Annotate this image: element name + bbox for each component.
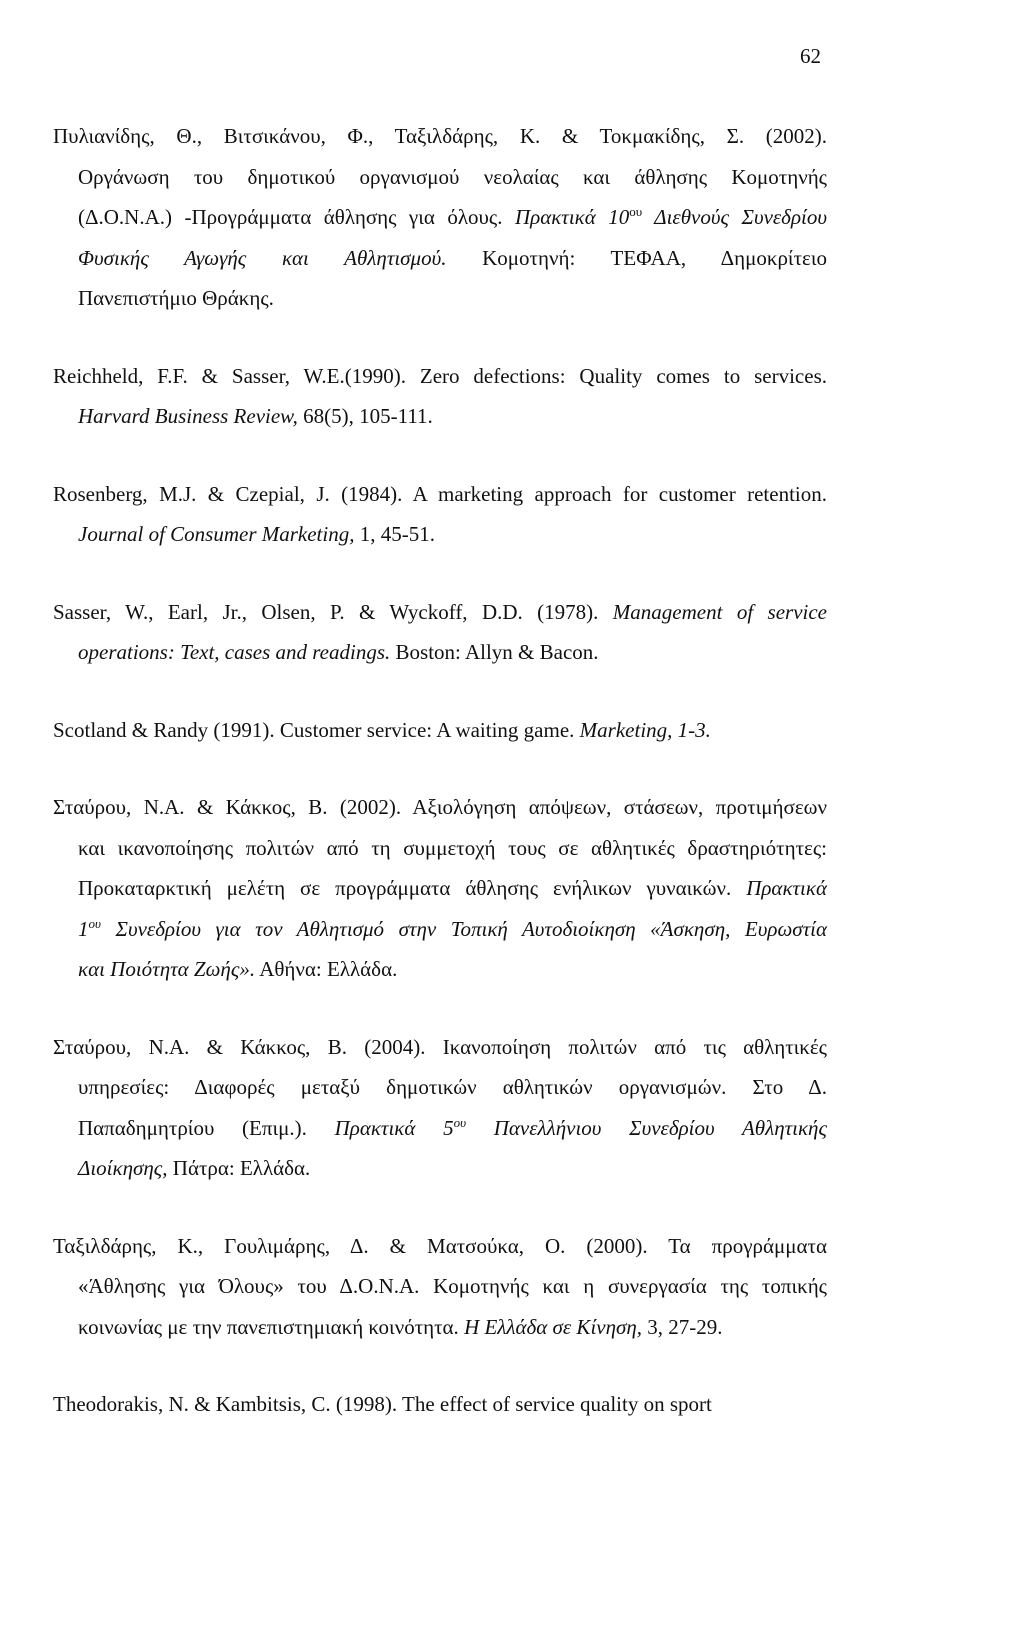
reference-line: και ικανοποίησης πολιτών από τη συμμετοχή τους σε αθλητικές δραστηριότητες: [78,835,827,860]
reference-text: Scotland & Randy (1991). Customer service: A waiting game. [53,717,580,742]
reference-title: Η Ελλάδα σε Κίνηση, [464,1314,643,1339]
reference-line: Σταύρου, Ν.Α. & Κάκκος, Β. (2002). Αξιολόγηση απόψεων, στάσεων, προτιμήσεων [53,795,827,819]
reference-line: Reichheld, F.F. & Sasser, W.E.(1990). Zero defections: Quality comes to services. [53,363,827,388]
reference-line [53,396,827,437]
reference-title: Πρακτικά [746,876,827,900]
reference-entry [53,356,827,437]
reference-line: Οργάνωση του δημοτικού οργανισμού νεολαίας και άθλησης Κομοτηνής [78,164,827,189]
reference-line: «Άθλησης για Όλους» του Δ.Ο.Ν.Α. Κομοτηνής και η συνεργασία της τοπικής [78,1274,827,1298]
reference-title: Πανελλήνιου Συνεδρίου Αθλητικής [466,1115,827,1140]
reference-title: 1 [78,916,89,941]
reference-entry [53,787,827,990]
superscript: ου [453,1114,467,1130]
reference-line [53,1307,827,1348]
reference-title: Φυσικής Αγωγής και Αθλητισμού. [78,245,447,270]
reference-line: Πυλιανίδης, Θ., Βιτσικάνου, Φ., Ταξιλδάρης, Κ. & Τοκμακίδης, Σ. (2002). [53,124,827,148]
reference-line: υπηρεσίες: Διαφορές μεταξύ δημοτικών αθλητικών οργανισμών. Στο Δ. [78,1075,827,1099]
reference-line [53,1148,827,1189]
reference-line: Σταύρου, Ν.Α. & Κάκκος, Β. (2004). Ικανοποίηση πολιτών από τις αθλητικές [53,1034,827,1059]
reference-title: operations: Text, cases and readings. [78,640,391,664]
reference-text: Παπαδημητρίου (Επιμ.). [78,1115,335,1140]
reference-line [53,632,827,673]
superscript: ου [629,204,643,219]
reference-entry [53,1027,827,1189]
reference-line [53,592,827,633]
reference-title: Harvard Business Review, [78,404,298,428]
reference-text: 1, 45-51. [354,522,435,546]
reference-entry [53,474,827,555]
reference-title: Διοίκησης, [78,1156,168,1180]
reference-line [53,514,827,555]
reference-text: Boston: Allyn & Bacon. [390,640,599,664]
reference-text: Sasser, W., Earl, Jr., Olsen, P. & Wyckoff, D.D. (1978). [53,599,613,624]
reference-line: Πανεπιστήμιο Θράκης. [78,286,274,310]
reference-text: Πάτρα: Ελλάδα. [167,1156,311,1180]
reference-entry [53,1226,827,1348]
reference-entry [53,592,827,673]
reference-title: και Ποιότητα Ζωής». [78,957,256,981]
reference-title: Management of service [612,599,828,624]
reference-text: 68(5), 105-111. [297,404,433,428]
reference-text: (Δ.Ο.Ν.Α.) -Προγράμματα άθλησης για όλους. [78,205,515,229]
superscript: ου [88,915,101,931]
reference-title: Πρακτικά 5 [334,1115,454,1140]
reference-text: Κομοτηνή: ΤΕΦΑΑ, Δημοκρίτειο [446,245,827,270]
reference-list [53,116,827,1425]
reference-title: Marketing, 1-3. [579,717,711,742]
reference-text: Αθήνα: Ελλάδα. [255,957,398,981]
reference-entry [53,710,827,751]
reference-line [53,868,827,909]
reference-entry [53,116,827,319]
reference-line: Ταξιλδάρης, Κ., Γουλιμάρης, Δ. & Ματσούκα, Ο. (2000). Τα προγράμματα [53,1233,827,1258]
reference-line [53,909,827,950]
reference-line: Rosenberg, M.J. & Czepial, J. (1984). A marketing approach for customer retention. [53,481,827,506]
page-number: 62 [800,44,821,68]
reference-line [53,710,827,751]
reference-line: Theodorakis, N. & Kambitsis, C. (1998). The effect of service quality on sport [53,1392,712,1416]
reference-line [53,949,827,990]
reference-text: 3, 27-29. [642,1314,723,1339]
reference-title: Πρακτικά 10 [514,205,630,229]
reference-title: Journal of Consumer Marketing, [78,522,355,546]
reference-text: Προκαταρκτική μελέτη σε προγράμματα άθλησης ενήλικων γυναικών. [78,876,747,900]
reference-title: Διεθνούς Συνεδρίου [642,205,827,229]
reference-line [53,1108,827,1149]
reference-line [53,238,827,279]
reference-title: Συνεδρίου για τον Αθλητισμό στην Τοπική Αυτοδιοίκηση «Άσκηση, Ευρωστία [100,916,827,941]
reference-line [53,197,827,238]
reference-text: κοινωνίας με την πανεπιστημιακή κοινότητα. [78,1314,465,1339]
reference-entry [53,1384,827,1425]
